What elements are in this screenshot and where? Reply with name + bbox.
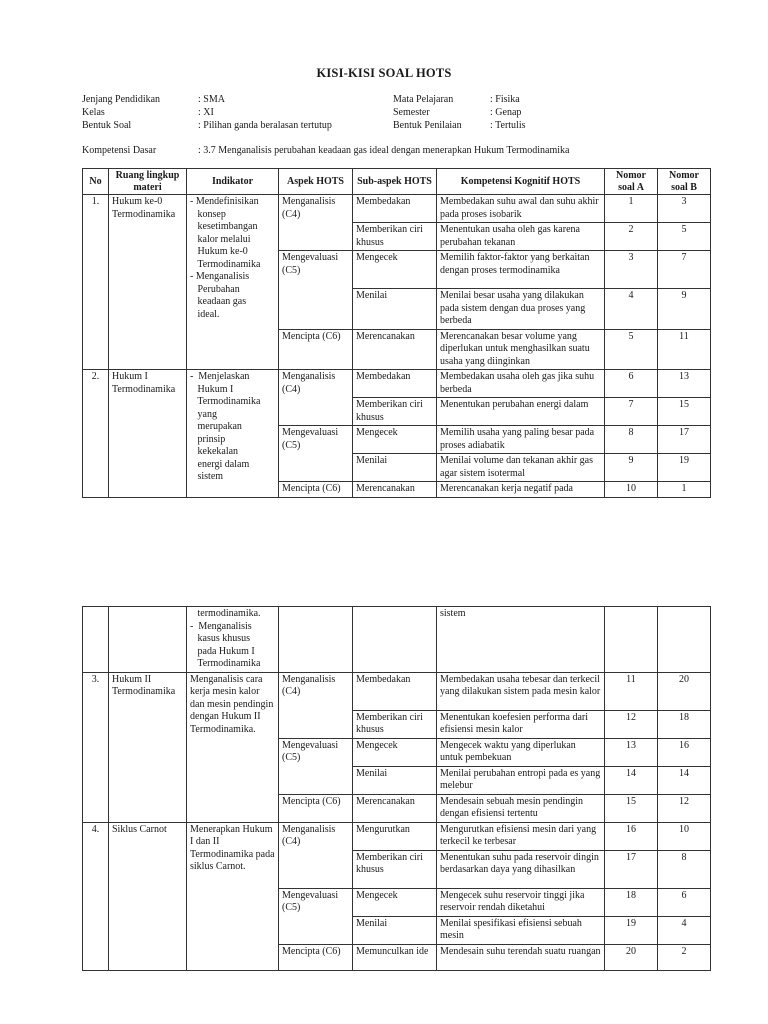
- cell-kompetensi: Menentukan perubahan energi dalam: [437, 398, 605, 426]
- cell-aspek: Mencipta (C6): [279, 794, 353, 822]
- cell-soal-a: 3: [605, 251, 658, 289]
- table-row: [83, 607, 711, 673]
- cell-soal-a: 20: [605, 944, 658, 970]
- cell-soal-a: 13: [605, 738, 658, 766]
- cell-no: 1.: [83, 195, 109, 370]
- cell-soal-b: 14: [658, 766, 711, 794]
- cell-soal-b: 3: [658, 195, 711, 223]
- cell-sub-aspek: Mengurutkan: [353, 822, 437, 850]
- info-label: Bentuk Penilaian: [393, 120, 462, 131]
- cell-soal-b: 12: [658, 794, 711, 822]
- cell-sub-aspek: Memberikan ciri khusus: [353, 223, 437, 251]
- header-no: No: [83, 169, 109, 195]
- cell-kompetensi: Memilih usaha yang paling besar pada proses adiabatik: [437, 426, 605, 454]
- table-row: [83, 672, 711, 710]
- info-value: : Pilihan ganda beralasan tertutup: [198, 120, 332, 131]
- kisi-table-part-2: [82, 606, 711, 971]
- info-left: [82, 93, 332, 132]
- cell-kompetensi: Mengurutkan efisiensi mesin dari yang terkecil ke terbesar: [437, 822, 605, 850]
- cell-sub-aspek: Membedakan: [353, 672, 437, 710]
- cell-kompetensi: sistem: [437, 607, 605, 673]
- cell-kompetensi: Menilai perubahan entropi pada es yang melebur: [437, 766, 605, 794]
- info-row: [393, 119, 526, 132]
- cell-soal-b: 16: [658, 738, 711, 766]
- cell-aspek: Menganalisis (C4): [279, 672, 353, 738]
- cell-soal-a: 7: [605, 398, 658, 426]
- info-value: : XI: [198, 107, 214, 118]
- cell-indikator: Menerapkan Hukum I dan II Termodinamika pada siklus Carnot.: [187, 822, 279, 970]
- cell-kompetensi: Menentukan usaha oleh gas karena perubahan tekanan: [437, 223, 605, 251]
- cell-sub-aspek: Merencanakan: [353, 329, 437, 370]
- cell-no: 4.: [83, 822, 109, 970]
- cell-soal-b: 10: [658, 822, 711, 850]
- cell-kompetensi: Merencanakan besar volume yang diperlukan untuk menghasilkan suatu usaha yang diinginkan: [437, 329, 605, 370]
- info-row: [82, 119, 332, 132]
- cell-no: 2.: [83, 370, 109, 498]
- cell-soal-a: 6: [605, 370, 658, 398]
- cell-sub-aspek: Merencanakan: [353, 794, 437, 822]
- cell-kompetensi: Menilai besar usaha yang dilakukan pada sistem dengan dua proses yang berbeda: [437, 289, 605, 330]
- cell-soal-b: 18: [658, 710, 711, 738]
- cell-soal-a: 15: [605, 794, 658, 822]
- info-row: [393, 93, 526, 106]
- cell-ruang: Hukum I Termodinamika: [109, 370, 187, 498]
- cell-aspek: Mengevaluasi (C5): [279, 426, 353, 482]
- cell-kompetensi: Mengecek suhu reservoir tinggi jika reservoir rendah diketahui: [437, 888, 605, 916]
- cell-soal-a: 12: [605, 710, 658, 738]
- info-row: [393, 106, 526, 119]
- cell-kompetensi: Menilai spesifikasi efisiensi sebuah mesin: [437, 916, 605, 944]
- cell-aspek: Menganalisis (C4): [279, 370, 353, 426]
- cell-kompetensi: Memilih faktor-faktor yang berkaitan dengan proses termodinamika: [437, 251, 605, 289]
- cell-indikator: - Mendefinisikan konsep kesetimbangan kalor melalui Hukum ke-0 Termodinamika - Menganalisis Perubahan keadaan gas ideal.: [187, 195, 279, 370]
- cell-soal-a: 2: [605, 223, 658, 251]
- info-label: Kelas: [82, 107, 105, 118]
- cell-soal-b: 7: [658, 251, 711, 289]
- cell-soal-b: 9: [658, 289, 711, 330]
- cell-soal-b: 19: [658, 454, 711, 482]
- cell-sub-aspek: Memberikan ciri khusus: [353, 710, 437, 738]
- info-label: Bentuk Soal: [82, 120, 132, 131]
- header-row: [83, 169, 711, 195]
- cell-ruang: Hukum ke-0 Termodinamika: [109, 195, 187, 370]
- header-nomor-soal-b: Nomor soal B: [658, 169, 711, 195]
- cell-ruang: Hukum II Termodinamika: [109, 672, 187, 822]
- cell-indikator: termodinamika. - Menganalisis kasus khusus pada Hukum I Termodinamika: [187, 607, 279, 673]
- table-row: [83, 195, 711, 223]
- header-ruang-lingkup: Ruang lingkup materi: [109, 169, 187, 195]
- header-kompetensi-kognitif: Kompetensi Kognitif HOTS: [437, 169, 605, 195]
- cell-no: 3.: [83, 672, 109, 822]
- cell-soal-b: 4: [658, 916, 711, 944]
- cell-soal-b: 15: [658, 398, 711, 426]
- cell-soal-a: 18: [605, 888, 658, 916]
- cell-soal-b: 8: [658, 850, 711, 888]
- cell-soal-a: 10: [605, 482, 658, 498]
- cell-soal-a: 16: [605, 822, 658, 850]
- cell-sub-aspek: Mengecek: [353, 426, 437, 454]
- header-aspek-hots: Aspek HOTS: [279, 169, 353, 195]
- info-value: : Fisika: [490, 94, 520, 105]
- cell-aspek: Mencipta (C6): [279, 329, 353, 370]
- cell-indikator: Menganalisis cara kerja mesin kalor dan mesin pendingin dengan Hukum II Termodinamika.: [187, 672, 279, 822]
- cell-soal-b: 1: [658, 482, 711, 498]
- cell-soal-b: 13: [658, 370, 711, 398]
- cell-sub-aspek: Membedakan: [353, 370, 437, 398]
- info-value: : Tertulis: [490, 120, 526, 131]
- cell-soal-a: 1: [605, 195, 658, 223]
- cell-kompetensi: Mengecek waktu yang diperlukan untuk pembekuan: [437, 738, 605, 766]
- table-row: [83, 370, 711, 398]
- cell-aspek: Menganalisis (C4): [279, 195, 353, 251]
- kisi-table-part-1: [82, 168, 711, 498]
- cell-soal-a: 9: [605, 454, 658, 482]
- header-sub-aspek: Sub-aspek HOTS: [353, 169, 437, 195]
- info-value: : Genap: [490, 107, 522, 118]
- cell-soal-b: 17: [658, 426, 711, 454]
- cell-kompetensi: Merencanakan kerja negatif pada: [437, 482, 605, 498]
- cell-aspek: Mengevaluasi (C5): [279, 888, 353, 944]
- info-right: [393, 93, 526, 132]
- cell-soal-a: 19: [605, 916, 658, 944]
- cell-sub-aspek: Memberikan ciri khusus: [353, 850, 437, 888]
- cell-soal-a: 5: [605, 329, 658, 370]
- cell-aspek: Mengevaluasi (C5): [279, 251, 353, 330]
- cell-soal-a: 8: [605, 426, 658, 454]
- cell-sub-aspek: Mengecek: [353, 251, 437, 289]
- cell-sub-aspek: Membedakan: [353, 195, 437, 223]
- cell-soal-a: 4: [605, 289, 658, 330]
- cell-kompetensi: Mendesain suhu terendah suatu ruangan: [437, 944, 605, 970]
- cell-soal-a: 14: [605, 766, 658, 794]
- cell-aspek: Mencipta (C6): [279, 944, 353, 970]
- info-label: Jenjang Pendidikan: [82, 94, 161, 105]
- info-value: : SMA: [198, 94, 225, 105]
- cell-soal-b: 6: [658, 888, 711, 916]
- kompetensi-dasar: [82, 144, 570, 157]
- cell-aspek: Mengevaluasi (C5): [279, 738, 353, 794]
- cell-sub-aspek: Mengecek: [353, 888, 437, 916]
- cell-soal-a: 17: [605, 850, 658, 888]
- cell-kompetensi: Mendesain sebuah mesin pendingin dengan efisiensi tertentu: [437, 794, 605, 822]
- table-row: [83, 822, 711, 850]
- cell-kompetensi: Membedakan suhu awal dan suhu akhir pada proses isobarik: [437, 195, 605, 223]
- kompetensi-value: : 3.7 Menganalisis perubahan keadaan gas ideal dengan menerapkan Hukum Termodinamika: [198, 145, 570, 156]
- cell-sub-aspek: Menilai: [353, 916, 437, 944]
- cell-soal-b: 2: [658, 944, 711, 970]
- cell-ruang: Siklus Carnot: [109, 822, 187, 970]
- cell-sub-aspek: Menilai: [353, 289, 437, 330]
- cell-kompetensi: Membedakan usaha tebesar dan terkecil yang dilakukan sistem pada mesin kalor: [437, 672, 605, 710]
- info-row: [82, 93, 332, 106]
- cell-indikator: - Menjelaskan Hukum I Termodinamika yang merupakan prinsip kekekalan energi dalam sistem: [187, 370, 279, 498]
- cell-soal-b: 11: [658, 329, 711, 370]
- page-title: KISI-KISI SOAL HOTS: [316, 66, 452, 80]
- kompetensi-label: Kompetensi Dasar: [82, 145, 157, 156]
- cell-aspek: Menganalisis (C4): [279, 822, 353, 888]
- cell-sub-aspek: Menilai: [353, 766, 437, 794]
- cell-soal-b: 5: [658, 223, 711, 251]
- cell-aspek: Mencipta (C6): [279, 482, 353, 498]
- cell-sub-aspek: Menilai: [353, 454, 437, 482]
- header-indikator: Indikator: [187, 169, 279, 195]
- cell-sub-aspek: Mengecek: [353, 738, 437, 766]
- cell-sub-aspek: Memberikan ciri khusus: [353, 398, 437, 426]
- cell-sub-aspek: Memunculkan ide: [353, 944, 437, 970]
- info-label: Semester: [393, 107, 430, 118]
- cell-soal-a: 11: [605, 672, 658, 710]
- cell-kompetensi: Menentukan suhu pada reservoir dingin berdasarkan daya yang dihasilkan: [437, 850, 605, 888]
- info-label: Mata Pelajaran: [393, 94, 454, 105]
- cell-kompetensi: Menilai volume dan tekanan akhir gas agar sistem isotermal: [437, 454, 605, 482]
- header-nomor-soal-a: Nomor soal A: [605, 169, 658, 195]
- cell-kompetensi: Membedakan usaha oleh gas jika suhu berbeda: [437, 370, 605, 398]
- cell-soal-b: 20: [658, 672, 711, 710]
- cell-sub-aspek: Merencanakan: [353, 482, 437, 498]
- cell-kompetensi: Menentukan koefesien performa dari efisiensi mesin kalor: [437, 710, 605, 738]
- info-row: [82, 106, 332, 119]
